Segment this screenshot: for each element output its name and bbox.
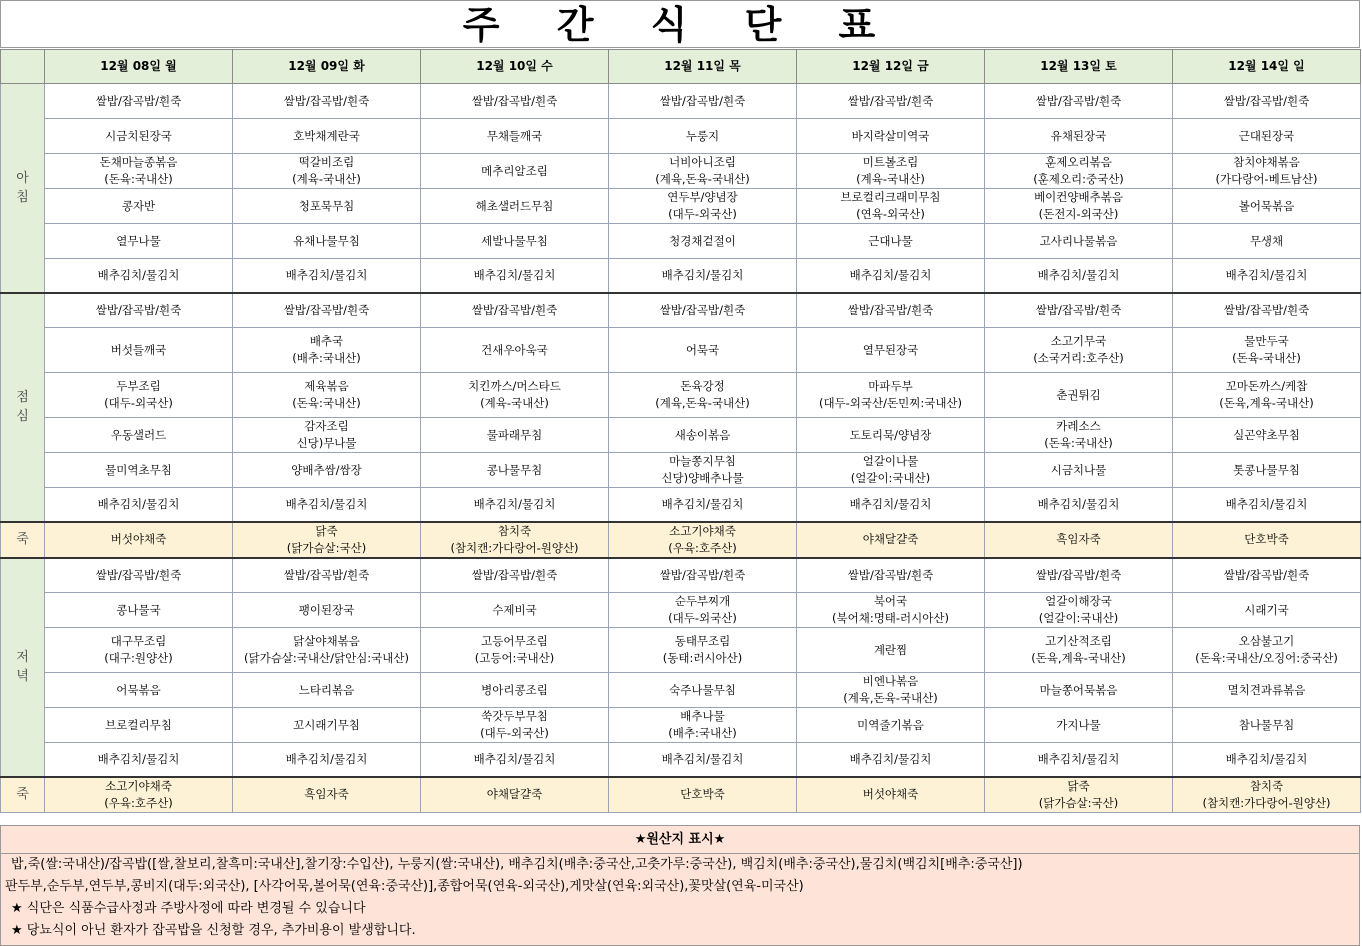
menu-item: 카레소스 (돈육:국내산) [985,418,1173,453]
menu-item: 배추김치/물김치 [421,259,609,293]
menu-item: 배추나물 (배추:국내산) [609,708,797,743]
menu-item: 참나물무침 [1173,708,1361,743]
menu-item: 열무된장국 [797,328,985,373]
menu-item: 쌀밥/잡곡밥/흰죽 [609,558,797,593]
menu-row [1,453,1361,488]
menu-item: 제육볶음 (돈육:국내산) [233,373,421,418]
menu-item: 도토리묵/양념장 [797,418,985,453]
menu-item: 연두부/양념장 (대두-외국산) [609,189,797,224]
menu-item: 대구무조림 (대구:원양산) [45,628,233,673]
menu-item: 참치죽 (참치캔:가다랑어-원양산) [1173,777,1361,813]
menu-item: 마늘쫑지무침 신당)양배추나물 [609,453,797,488]
menu-item: 훈제오리볶음 (훈제오리:중국산) [985,154,1173,189]
menu-item: 참치죽 (참치캔:가다랑어-원양산) [421,522,609,558]
meal-label-text: 아침 [16,170,29,205]
day-header: 12월 14일 일 [1173,50,1361,84]
menu-item: 떡갈비조림 (계육-국내산) [233,154,421,189]
porridge-label [1,777,45,813]
menu-item: 소고기무국 (소국거리:호주산) [985,328,1173,373]
menu-item: 버섯야채죽 [797,777,985,813]
menu-item: 유채나물무침 [233,224,421,259]
menu-item: 마늘쫑어묵볶음 [985,673,1173,708]
menu-item: 배추김치/물김치 [45,488,233,522]
menu-item: 해초샐러드무침 [421,189,609,224]
menu-item: 양배추쌈/쌈장 [233,453,421,488]
menu-item: 누룽지 [609,119,797,154]
meal-label [1,84,45,293]
menu-item: 꼬시래기무침 [233,708,421,743]
menu-item: 청포묵무침 [233,189,421,224]
menu-item: 닭죽 (닭가슴살:국산) [233,522,421,558]
menu-row [1,373,1361,418]
menu-item: 흑임자죽 [985,522,1173,558]
menu-item: 참치야채볶음 (가다랑어-베트남산) [1173,154,1361,189]
meal-label-text: 죽 [16,532,29,547]
menu-row [1,189,1361,224]
menu-item: 쌀밥/잡곡밥/흰죽 [45,558,233,593]
menu-item: 쌀밥/잡곡밥/흰죽 [1173,558,1361,593]
menu-item: 너비아니조림 (계육,돈육-국내산) [609,154,797,189]
menu-item: 열무나물 [45,224,233,259]
menu-item: 청경채겉절이 [609,224,797,259]
menu-item: 동태무조림 (동태:러시아산) [609,628,797,673]
menu-item: 춘권튀김 [985,373,1173,418]
menu-item: 배추김치/물김치 [797,488,985,522]
menu-item: 쌀밥/잡곡밥/흰죽 [233,293,421,328]
menu-item: 배추김치/물김치 [797,259,985,293]
menu-item: 치킨까스/머스타드 (계육-국내산) [421,373,609,418]
menu-row [1,328,1361,373]
menu-item: 닭죽 (닭가슴살:국산) [985,777,1173,813]
menu-row [1,293,1361,328]
menu-item: 쌀밥/잡곡밥/흰죽 [1173,84,1361,119]
menu-item: 감자조림 신당)무나물 [233,418,421,453]
menu-item: 쌀밥/잡곡밥/흰죽 [421,558,609,593]
menu-item: 쌀밥/잡곡밥/흰죽 [233,84,421,119]
notice-menu-change: ★ 식단은 식품수급사정과 주방사정에 따라 변경될 수 있습니다 [11,901,366,916]
menu-item: 근대나물 [797,224,985,259]
menu-item: 두부조림 (대두-외국산) [45,373,233,418]
menu-item: 쌀밥/잡곡밥/흰죽 [985,558,1173,593]
menu-item: 세발나물무침 [421,224,609,259]
menu-row [1,259,1361,293]
menu-item: 수제비국 [421,593,609,628]
menu-item: 쌀밥/잡곡밥/흰죽 [609,293,797,328]
menu-item: 쌀밥/잡곡밥/흰죽 [985,84,1173,119]
menu-item: 배추김치/물김치 [609,259,797,293]
menu-row [1,418,1361,453]
menu-item: 물파래무침 [421,418,609,453]
meal-label-text: 저녁 [16,650,29,684]
menu-item: 쌀밥/잡곡밥/흰죽 [45,84,233,119]
origin-line-rice: 밥,죽(쌀:국내산)/잡곡밥([쌀,찰보리,찰흑미:국내산],찰기장:수입산), 누룽지(쌀:국내산), 배추김치(배추:중국산,고춧가루:중국산), 백김치(배추:중국산),물김치(백김치[배추:중국산]) [11,857,1023,872]
menu-item: 고기산적조림 (돈육,계육-국내산) [985,628,1173,673]
menu-item: 배추김치/물김치 [421,743,609,777]
page-title: 주 간 식 단 표 [0,0,1360,48]
menu-item: 단호박죽 [1173,522,1361,558]
menu-item: 메추리알조림 [421,154,609,189]
menu-item: 오삼불고기 (돈육:국내산/오징어:중국산) [1173,628,1361,673]
menu-item: 호박채계란국 [233,119,421,154]
meal-label-text: 죽 [16,787,29,802]
menu-item: 팽이된장국 [233,593,421,628]
menu-row [1,119,1361,154]
menu-item: 멸치견과류볶음 [1173,673,1361,708]
menu-item: 배추김치/물김치 [1173,743,1361,777]
menu-item: 고사리나물볶음 [985,224,1173,259]
menu-item: 돈채마늘종볶음 (돈육:국내산) [45,154,233,189]
menu-item: 쌀밥/잡곡밥/흰죽 [45,293,233,328]
menu-item: 쌀밥/잡곡밥/흰죽 [797,84,985,119]
menu-row [1,224,1361,259]
menu-row [1,84,1361,119]
menu-row [1,628,1361,673]
menu-row [1,708,1361,743]
menu-row [1,593,1361,628]
menu-row [1,522,1361,558]
origin-line-tofu: 판두부,순두부,연두부,콩비지(대두:외국산), [사각어묵,볼어묵(연육:중국산)],종합어묵(연육-외국산),게맛살(연육:외국산),꽃맛살(연육-미국산) [5,879,804,894]
menu-item: 유채된장국 [985,119,1173,154]
menu-item: 쌀밥/잡곡밥/흰죽 [1173,293,1361,328]
menu-item: 물만두국 (돈육-국내산) [1173,328,1361,373]
meal-label [1,558,45,777]
menu-item: 무생채 [1173,224,1361,259]
menu-item: 시금치된장국 [45,119,233,154]
menu-item: 배추김치/물김치 [1173,488,1361,522]
menu-item: 소고기야채죽 (우육:호주산) [609,522,797,558]
menu-item: 고등어무조림 (고등어:국내산) [421,628,609,673]
menu-row [1,673,1361,708]
menu-item: 배추김치/물김치 [421,488,609,522]
menu-item: 콩자반 [45,189,233,224]
menu-item: 느타리볶음 [233,673,421,708]
menu-item: 배추김치/물김치 [45,259,233,293]
menu-row [1,154,1361,189]
meal-label-text: 점심 [16,390,29,424]
menu-item: 배추김치/물김치 [797,743,985,777]
menu-item: 브로컬리크래미무침 (연육-외국산) [797,189,985,224]
menu-item: 배추김치/물김치 [609,488,797,522]
menu-item: 건새우아욱국 [421,328,609,373]
porridge-label [1,522,45,558]
menu-item: 야채달걀죽 [421,777,609,813]
day-header-row [1,50,1361,84]
menu-item: 어묵국 [609,328,797,373]
menu-item: 물미역초무침 [45,453,233,488]
menu-item: 쌀밥/잡곡밥/흰죽 [609,84,797,119]
menu-item: 시래기국 [1173,593,1361,628]
menu-table [0,49,1361,813]
menu-item: 얼갈이해장국 (얼갈이:국내산) [985,593,1173,628]
menu-item: 배추김치/물김치 [1173,259,1361,293]
menu-item: 돈육강정 (계육,돈육-국내산) [609,373,797,418]
menu-item: 배추김치/물김치 [985,488,1173,522]
menu-item: 배추김치/물김치 [233,488,421,522]
menu-row [1,743,1361,777]
menu-item: 얼갈이나물 (얼갈이:국내산) [797,453,985,488]
origin-notice [0,825,1360,946]
menu-item: 톳콩나물무침 [1173,453,1361,488]
menu-item: 야채달걀죽 [797,522,985,558]
day-header: 12월 09일 화 [233,50,421,84]
day-header: 12월 12일 금 [797,50,985,84]
menu-item: 비엔나볶음 (계육,돈육-국내산) [797,673,985,708]
menu-item: 단호박죽 [609,777,797,813]
menu-item: 순두부찌개 (대두-외국산) [609,593,797,628]
menu-item: 병아리콩조림 [421,673,609,708]
day-header: 12월 08일 월 [45,50,233,84]
menu-item: 닭살야채볶음 (닭가슴살:국내산/닭안심:국내산) [233,628,421,673]
menu-item: 배추김치/물김치 [45,743,233,777]
menu-item: 시금치나물 [985,453,1173,488]
menu-item: 배추김치/물김치 [233,259,421,293]
menu-item: 쌀밥/잡곡밥/흰죽 [421,84,609,119]
menu-item: 쌀밥/잡곡밥/흰죽 [233,558,421,593]
menu-item: 흑임자죽 [233,777,421,813]
menu-item: 새송이볶음 [609,418,797,453]
menu-item: 실곤약초무침 [1173,418,1361,453]
menu-item: 어묵볶음 [45,673,233,708]
menu-item: 콩나물국 [45,593,233,628]
menu-item: 가지나물 [985,708,1173,743]
origin-heading: ★원산지 표시★ [1,826,1359,854]
menu-item: 마파두부 (대두-외국산/돈민찌:국내산) [797,373,985,418]
menu-item: 쌀밥/잡곡밥/흰죽 [797,293,985,328]
meal-label [1,293,45,522]
menu-item: 배추김치/물김치 [985,743,1173,777]
corner-cell [1,50,45,84]
menu-item: 배추김치/물김치 [233,743,421,777]
menu-item: 버섯야채죽 [45,522,233,558]
day-header: 12월 11일 목 [609,50,797,84]
menu-item: 브로컬리무침 [45,708,233,743]
menu-item: 계란찜 [797,628,985,673]
menu-row [1,488,1361,522]
menu-item: 북어국 (북어채:명태-러시아산) [797,593,985,628]
menu-item: 근대된장국 [1173,119,1361,154]
menu-row [1,558,1361,593]
menu-item: 바지락살미역국 [797,119,985,154]
menu-item: 쌀밥/잡곡밥/흰죽 [421,293,609,328]
menu-row [1,777,1361,813]
menu-item: 베이컨양배추볶음 (돈전지-외국산) [985,189,1173,224]
menu-item: 미트볼조림 (계육-국내산) [797,154,985,189]
menu-item: 버섯들깨국 [45,328,233,373]
notice-extra-cost: ★ 당뇨식이 아닌 환자가 잡곡밥을 신청할 경우, 추가비용이 발생합니다. [11,923,416,938]
menu-item: 쌀밥/잡곡밥/흰죽 [797,558,985,593]
menu-item: 쌀밥/잡곡밥/흰죽 [985,293,1173,328]
menu-item: 배추김치/물김치 [609,743,797,777]
day-header: 12월 13일 토 [985,50,1173,84]
menu-item: 소고기야채죽 (우육:호주산) [45,777,233,813]
menu-item: 숙주나물무침 [609,673,797,708]
menu-item: 미역줄기볶음 [797,708,985,743]
menu-item: 쑥갓두부무침 (대두-외국산) [421,708,609,743]
menu-item: 콩나물무침 [421,453,609,488]
menu-item: 볼어묵볶음 [1173,189,1361,224]
menu-item: 무채들깨국 [421,119,609,154]
menu-item: 배추국 (배추:국내산) [233,328,421,373]
day-header: 12월 10일 수 [421,50,609,84]
menu-item: 배추김치/물김치 [985,259,1173,293]
menu-item: 우동샐러드 [45,418,233,453]
menu-item: 꼬마돈까스/케찹 (돈육,계육-국내산) [1173,373,1361,418]
